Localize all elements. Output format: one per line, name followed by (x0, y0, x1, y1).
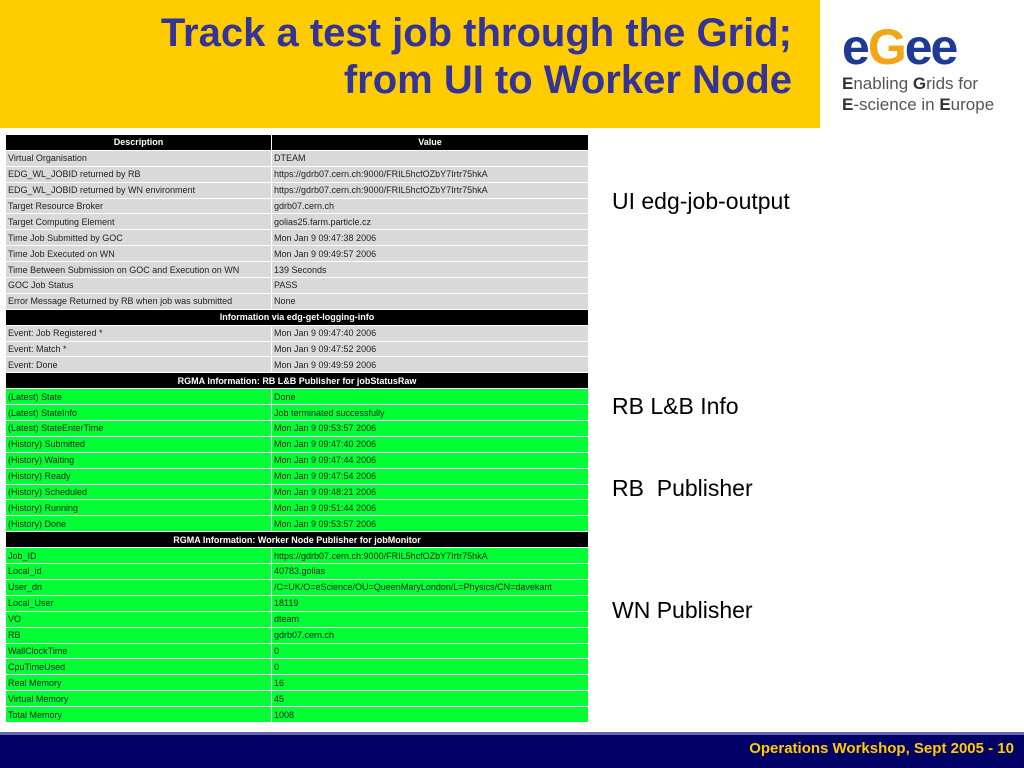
value-cell: Mon Jan 9 09:47:38 2006 (272, 230, 589, 246)
value-cell: 16 (272, 675, 589, 691)
value-cell: /C=UK/O=eScience/OU=QueenMaryLondon/L=Physics/CN=davekant (272, 579, 589, 595)
table-row (6, 325, 589, 341)
value-cell: Mon Jan 9 09:49:59 2006 (272, 357, 589, 373)
table-row (6, 421, 589, 437)
table-row (6, 246, 589, 262)
table-row (6, 611, 589, 627)
table-row (6, 278, 589, 294)
table-row (6, 166, 589, 182)
table-row (6, 548, 589, 564)
description-cell: Time Job Executed on WN (6, 246, 272, 262)
slide-title-line2: from UI to Worker Node (343, 58, 792, 102)
value-cell: Done (272, 389, 589, 405)
value-cell: 45 (272, 691, 589, 707)
value-cell: DTEAM (272, 150, 589, 166)
value-cell: Mon Jan 9 09:47:40 2006 (272, 325, 589, 341)
description-cell: Event: Done (6, 357, 272, 373)
header-cell: Description (6, 135, 272, 151)
table-section-header (6, 135, 589, 151)
table-section-header (6, 373, 589, 389)
header-cell: Value (272, 135, 589, 151)
description-cell: Time Between Submission on GOC and Execution on WN (6, 262, 272, 278)
value-cell: dteam (272, 611, 589, 627)
egee-logo (842, 19, 1012, 122)
table-row (6, 198, 589, 214)
table-row (6, 675, 589, 691)
value-cell: Job terminated successfully (272, 405, 589, 421)
table-row (6, 484, 589, 500)
table-row (6, 579, 589, 595)
value-cell: 0 (272, 643, 589, 659)
value-cell: PASS (272, 278, 589, 294)
table-row (6, 468, 589, 484)
table-row (6, 691, 589, 707)
description-cell: (Latest) StateInfo (6, 405, 272, 421)
value-cell: None (272, 293, 589, 309)
description-cell: (History) Waiting (6, 452, 272, 468)
table-row (6, 341, 589, 357)
egee-logo-tagline-line1: Enabling Grids for (842, 74, 979, 93)
description-cell: Real Memory (6, 675, 272, 691)
table-row (6, 214, 589, 230)
table-row (6, 230, 589, 246)
slide-title (161, 10, 792, 104)
value-cell: gdrb07.cern.ch (272, 627, 589, 643)
table-section-header (6, 532, 589, 548)
value-cell: https://gdrb07.cern.ch:9000/FRIL5hcfOZbY7Irtr75hkA (272, 182, 589, 198)
value-cell: Mon Jan 9 09:49:57 2006 (272, 246, 589, 262)
description-cell: Virtual Organisation (6, 150, 272, 166)
value-cell: 0 (272, 659, 589, 675)
description-cell: EDG_WL_JOBID returned by WN environment (6, 182, 272, 198)
label-rb-lb-info: RB L&B Info (612, 393, 739, 419)
description-cell: Target Computing Element (6, 214, 272, 230)
description-cell: User_dn (6, 579, 272, 595)
table-row (6, 357, 589, 373)
value-cell: Mon Jan 9 09:47:44 2006 (272, 452, 589, 468)
description-cell: (History) Submitted (6, 436, 272, 452)
footer-bar (0, 732, 1024, 768)
value-cell: https://gdrb07.cern.ch:9000/FRIL5hcfOZbY7Irtr75hkA (272, 548, 589, 564)
value-cell: Mon Jan 9 09:47:40 2006 (272, 436, 589, 452)
description-cell: VO (6, 611, 272, 627)
description-cell: Virtual Memory (6, 691, 272, 707)
description-cell: Job_ID (6, 548, 272, 564)
description-cell: Time Job Submitted by GOC (6, 230, 272, 246)
value-cell: Mon Jan 9 09:47:52 2006 (272, 341, 589, 357)
description-cell: (Latest) StateEnterTime (6, 421, 272, 437)
description-cell: Event: Match * (6, 341, 272, 357)
table-row (6, 182, 589, 198)
description-cell: EDG_WL_JOBID returned by RB (6, 166, 272, 182)
footer-text: Operations Workshop, Sept 2005 - 10 (749, 740, 1014, 757)
table-row (6, 262, 589, 278)
table-row (6, 627, 589, 643)
value-cell: Mon Jan 9 09:53:57 2006 (272, 516, 589, 532)
table-row (6, 389, 589, 405)
value-cell: golias25.farm.particle.cz (272, 214, 589, 230)
header-cell: RGMA Information: Worker Node Publisher for jobMonitor (6, 532, 589, 548)
egee-logo-tagline-line2: E-science in Europe (842, 95, 995, 114)
table-row (6, 436, 589, 452)
value-cell: gdrb07.cern.ch (272, 198, 589, 214)
description-cell: (Latest) State (6, 389, 272, 405)
value-cell: Mon Jan 9 09:51:44 2006 (272, 500, 589, 516)
description-cell: Total Memory (6, 707, 272, 723)
description-cell: RB (6, 627, 272, 643)
description-cell: Local_User (6, 595, 272, 611)
description-cell: WallClockTime (6, 643, 272, 659)
table-row (6, 595, 589, 611)
header-cell: RGMA Information: RB L&B Publisher for jobStatusRaw (6, 373, 589, 389)
value-cell: https://gdrb07.cern.ch:9000/FRIL5hcfOZbY7Irtr75hkA (272, 166, 589, 182)
description-cell: (History) Done (6, 516, 272, 532)
value-cell: 139 Seconds (272, 262, 589, 278)
table-row (6, 293, 589, 309)
description-cell: CpuTimeUsed (6, 659, 272, 675)
description-cell: Event: Job Registered * (6, 325, 272, 341)
value-cell: 1008 (272, 707, 589, 723)
description-cell: Error Message Returned by RB when job was submitted (6, 293, 272, 309)
table-row (6, 659, 589, 675)
description-cell: (History) Scheduled (6, 484, 272, 500)
label-wn-publisher: WN Publisher (612, 597, 753, 623)
value-cell: 18119 (272, 595, 589, 611)
table-row (6, 452, 589, 468)
job-tracking-table (5, 134, 589, 723)
egee-logo-wordmark: eGee (842, 19, 957, 75)
description-cell: Local_id (6, 564, 272, 580)
label-rb-publisher: RB Publisher (612, 475, 753, 501)
description-cell: (History) Ready (6, 468, 272, 484)
table-row (6, 405, 589, 421)
value-cell: Mon Jan 9 09:48:21 2006 (272, 484, 589, 500)
footer-divider (0, 732, 1024, 735)
value-cell: 40783.golias (272, 564, 589, 580)
description-cell: Target Resource Broker (6, 198, 272, 214)
description-cell: GOC Job Status (6, 278, 272, 294)
header-cell: Information via edg-get-logging-info (6, 309, 589, 325)
table-row (6, 643, 589, 659)
table-row (6, 150, 589, 166)
label-ui-output: UI edg-job-output (612, 188, 790, 214)
table-row (6, 707, 589, 723)
table-row (6, 564, 589, 580)
slide-title-line1: Track a test job through the Grid; (160, 11, 792, 55)
value-cell: Mon Jan 9 09:47:54 2006 (272, 468, 589, 484)
table-row (6, 500, 589, 516)
title-banner (0, 0, 820, 128)
description-cell: (History) Running (6, 500, 272, 516)
table-section-header (6, 309, 589, 325)
table-row (6, 516, 589, 532)
value-cell: Mon Jan 9 09:53:57 2006 (272, 421, 589, 437)
